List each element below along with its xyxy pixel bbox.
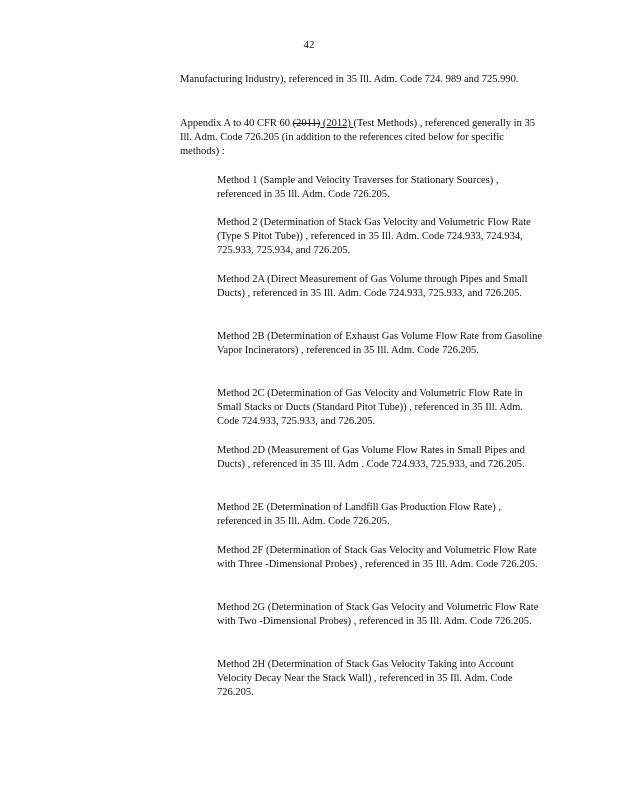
method-2g: Method 2G (Determination of Stack Gas Velocity and Volumetric Flow Rate with Two -Dimensional Probes) , referenced in 35 Ill. Adm. Code 726.205. xyxy=(217,602,539,627)
struck-year: (2011) xyxy=(292,118,321,129)
inserted-year: (2012) xyxy=(320,118,354,129)
method-2e: Method 2E (Determination of Landfill Gas Production Flow Rate) , referenced in 35 Ill. Adm. Code 726.205. xyxy=(217,502,502,527)
appendix-suffix: (Test Methods) , referenced generally in 35 Ill. Adm. Code 726.205 (in addition to the references cited below for specific methods) : xyxy=(180,118,535,157)
method-2d: Method 2D (Measurement of Gas Volume Flow Rates in Small Pipes and Ducts) , referenced in 35 Ill. Adm . Code 724.933, 725.933, and 726.205. xyxy=(217,445,525,470)
method-2h: Method 2H (Determination of Stack Gas Velocity Taking into Account Velocity Decay Near the Stack Wall) , referenced in 35 Ill. Adm. Code 726.205. xyxy=(217,659,514,698)
intro-paragraph: Manufacturing Industry), referenced in 35 Ill. Adm. Code 724. 989 and 725.990. xyxy=(180,74,519,85)
method-1: Method 1 (Sample and Velocity Traverses for Stationary Sources) , referenced in 35 Ill. Adm. Code 726.205. xyxy=(217,175,499,200)
appendix-prefix: Appendix A to 40 CFR 60 xyxy=(180,118,293,129)
method-2f: Method 2F (Determination of Stack Gas Velocity and Volumetric Flow Rate with Three -Dimensional Probes) , referenced in 35 Ill. Adm. Code 726.205. xyxy=(217,545,538,570)
method-2a: Method 2A (Direct Measurement of Gas Volume through Pipes and Small Ducts) , referenced in 35 Ill. Adm. Code 724.933, 725.933, and 726.205. xyxy=(217,274,528,299)
method-2b: Method 2B (Determination of Exhaust Gas Volume Flow Rate from Gasoline Vapor Incinerators) , referenced in 35 Ill. Adm. Code 726.205. xyxy=(217,331,543,356)
method-2c: Method 2C (Determination of Gas Velocity and Volumetric Flow Rate in Small Stacks or Ducts (Standard Pitot Tube)) , referenced in 35 Ill. Adm. Code 724.933, 725.933, and 726.205. xyxy=(217,388,523,427)
page-number: 42 xyxy=(303,39,315,51)
appendix-paragraph xyxy=(180,117,540,159)
method-2: Method 2 (Determination of Stack Gas Velocity and Volumetric Flow Rate (Type S Pitot Tube)) , referenced in 35 Ill. Adm. Code 724.933, 724.934, 725.933, 725.934, and 726.205. xyxy=(217,217,531,256)
